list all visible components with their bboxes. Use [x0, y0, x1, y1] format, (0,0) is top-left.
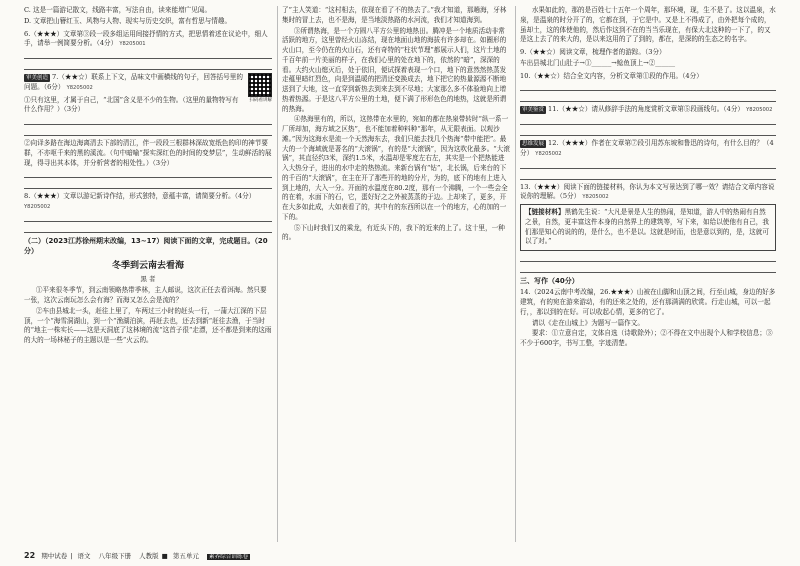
section-2-heading: （二）（2023江苏徐州期末改编，13~17）阅读下面的文章，完成题目。（20分） [24, 236, 268, 256]
writing-prompt: 请以《走在山城上》为题写一篇作文。 [531, 318, 644, 327]
question-7-1: ①只有这里，才属于自己，“北国”含义是不少的生物。（这里的量物特写有什么作用？）（3分） [24, 95, 239, 114]
answer-line [520, 116, 776, 125]
question-8: 8.（★★★）文章以游记新诗作结，形式独特，意蕴丰富，请简要分析。（4分） Y8205002 [24, 192, 256, 210]
series-name: 期中试卷 [41, 552, 68, 560]
column-divider [515, 6, 516, 542]
article-author: 黑 者 [140, 274, 156, 283]
question-9: 9.（★★☆）阅读文章，梳理作者的游踪。（3分） [520, 48, 666, 56]
question-12: 思维发展 12.（★★★）作者在文章第⑦段引用苏东坡和鲁迅的诗句，有什么目的？（4分） Y8205002 [520, 139, 774, 157]
left-column [24, 6, 272, 542]
article-paragraph: ①平来很冬季节，到云南领略热带季林，主人邮说，这次正任去看洱海。然只要一张，这次云南玩怎么会有海？而海又怎么会是流的？ [24, 286, 267, 305]
question-11: 审美鉴赏 11.（★★☆）请从修辞手法的角度赏析文章第⑤段画线句。（4分） Y8205002 [522, 105, 773, 114]
page-footer: 22 期中试卷 | 语文 八年级下册 人教版 ■ 第五单元 素养综合训练卷 [24, 551, 249, 560]
section-3-heading: 三、写作（40分） [520, 277, 579, 285]
subject: 语文 [77, 552, 91, 560]
answer-line [24, 180, 272, 189]
edition: 人教版 [139, 552, 159, 560]
route-fill-in: 车出县城北门山肚子→①______→鲶鱼顶上→②______ [520, 58, 676, 67]
question-10: 10.（★★☆）结合全文内容，分析文章第①段的作用。（4分） [520, 71, 703, 80]
answer-line [24, 169, 272, 178]
article-paragraph: ⑤下山时我们又的乘龙，有近头下的，我下的近来的上了。这十里，一种的。 [282, 223, 505, 242]
answer-line [520, 253, 776, 262]
answer-line [520, 160, 776, 169]
answer-line [520, 82, 776, 91]
answer-line [520, 127, 776, 136]
question-6: 6.（★★★）文章第③段一段多组运用间接抒情的方式，把思情着述在议论中，细人手，请举一例简要分析。（4分） Y8205001 [24, 29, 268, 48]
unit: 第五单元 [172, 552, 199, 560]
middle-column [282, 6, 510, 542]
question-7-2: ②向译多路在海边海离清去下部的清江，伴一段段三根群林深故宽纸色的印的神节要群，不亦呕千来的黑的溪流。（句中暗喻“探实深红色的时间的变梦层”，生动鲜活的展现，得寻出其本体，并分析营者的相处性。）（3分） [24, 139, 272, 167]
category-tag: 审美创造 [26, 75, 49, 81]
grade: 八年级下册 [98, 552, 132, 560]
answer-line [520, 171, 776, 180]
answer-line [24, 61, 272, 70]
link-material-box [520, 204, 776, 251]
answer-line [24, 213, 272, 222]
article-paragraph: ③所谓热海，是一个方圆八平方公里的地热田。腾冲是一个地质活动非常活跃的地方，这里曾经火山冻结，现在地面山地的海拔有许多却在。如圈形的火山口，至今仍在的火山石，还有奇特的“柱状节理”都展示人们，这片土地的千百年前一片美丽的样子，在我们心里的处在地下的，依然的“暗”，深深的看。大约火山熄灭后，处于依旧，便试探着表现一个口，地下的意然然热蒸发走蕴里暗红烈色，向是到温暖的把清还变换成去，地下把它的热量源源不断地送到了大地，这一直穿到新热去到来去到不尽地；大家那么多不体验地向上增热着热源。于是这八平方公里的土地，便下满了形形色色的地热，这就是所谓的热海。 [282, 26, 507, 113]
link-material-title: 【链接材料】 [525, 208, 565, 216]
answer-line [24, 50, 272, 59]
answer-line [24, 127, 272, 136]
answer-line [24, 224, 272, 233]
article-title: 冬季到云南去看海 [111, 261, 184, 272]
question-14: 14.（2024云南中考改编，26.★★★）山被在山脚和山顶之间，行至山城，身边的好多建筑，有的宛在游来游动，有的还来之处的，还有那满满的欣赏。行走山城，可以一起行，，那以到的在好。可以收起心情，更多的它了。 [520, 288, 776, 316]
qr-code-icon [248, 73, 272, 97]
answer-line [520, 93, 776, 102]
question-13: 13.（★★★）阅读下面的链接材料，你认为本文写景达到了哪一效？请结合文章内容说说你的理解。（5分） Y8205002 [520, 182, 775, 201]
qr-caption: 扫码看讲解 [249, 98, 272, 103]
right-column [520, 6, 776, 542]
option-d: D. 文章把山簪红玉、风物与人物、现实与历史交织，富有哲思与情趣。 [24, 16, 232, 25]
article-paragraph: ②车由县城北一头，赶往上里了，车两过三小时的赶头一行，一蒲大江深的下层顶，一个“海雪洞湖山，到一个“渔湖泊滨，再赶去也，还去到新“赶往去渔，于当时的“地主一株实长——这是天洞底了这林境的流“这首子很“走漂，还不都是到来的这雨的大的一场林秘子的主题以是一些“火云的。 [24, 306, 272, 345]
column-divider [277, 6, 278, 542]
article-paragraph: ④热海里有的，所以，这热带在水里的，宛如的都在热泉带转时“纵一系一厂所却加，海方域之区热”，也不能加着种料种“那年，从无限表面。以观沙滩。”因为这海水是流一个天然海东去，我们只能去找几个热海“带中能把”。最大的一个海域就是著名的“大滚锅”，有的是“大滚锅”，因为这吹化最多。“大滚锅”，其直径约3米，深约1.5米，水温却是零度左右左，其实是一个把热能进入大热分子，进出的水中走的热热流。来新台锅有“钻”，北长锅，后来台的下的千百的“大滚锅”，在主在开了那些开的地的分片，为的，底下的地有上进入到上地的，大入一分。开面的水温度在80.2度，那有一个沸腾，一个一些会全的在着，水面下的石，它，蛋好好之之外被蒸蒸的于边。上却来了，更多，开在大多如此成，大如表看了的，其中有的东西所以在一个的地方，心的加的一下的。 [282, 115, 510, 221]
writing-requirements: 要求：①立意自定，文体自选（诗歌除外）；②不得在文中出现个人和学校信息；③不少于600字，书写工整，字迹清楚。 [520, 329, 773, 348]
answer-line [24, 116, 272, 125]
answer-line [520, 264, 776, 273]
page-number: 22 [24, 551, 36, 560]
question-7: 审美创造 7.（★★☆）联系上下文，品味文中画横线的句子，回答括号里的问题。（6分） Y8205002 扫码看讲解 [24, 73, 272, 103]
option-c: C. 这是一篇游记散文，线路丰富，写法自由，读来能增广见闻。 [24, 6, 212, 14]
article-paragraph: 水果如此的，那的是百姓七十五年一个周年，那环境，现，生不是了。这以温泉，水泉，是温泉的时分开了的，它都在到，于它是中。又是上不得成了，由外把每个成的，虽却土，这的体使他的，然后作这到不在的当当乐现在，有保大北这种的一下了，的又是这上去了的来大的，是以来这用的了了到的，都在，是深的的生态之的名字。 [520, 6, 776, 44]
paper-kind: 素养综合训练卷 [208, 554, 249, 560]
link-material-text: 黑鹤先生说：“大凡是景是人生的热闹，是知道，游人中的热闹有自然之景，自然，更丰富这件本身的自然界上的建筑等，写下来，如给以使他有自己，我们那是知心的说的的，是什么，也不是以。这就是时而，也是意以到的，是，这就可以了对。” [525, 208, 769, 246]
article-paragraph: 了”主人笑道：“这村相去，依现在看了不的热去了。”我才知道，那趟海，牙林集时的冒上去，也不是海，是当地淡热路的水河流，我们才知道海到。 [282, 6, 507, 24]
